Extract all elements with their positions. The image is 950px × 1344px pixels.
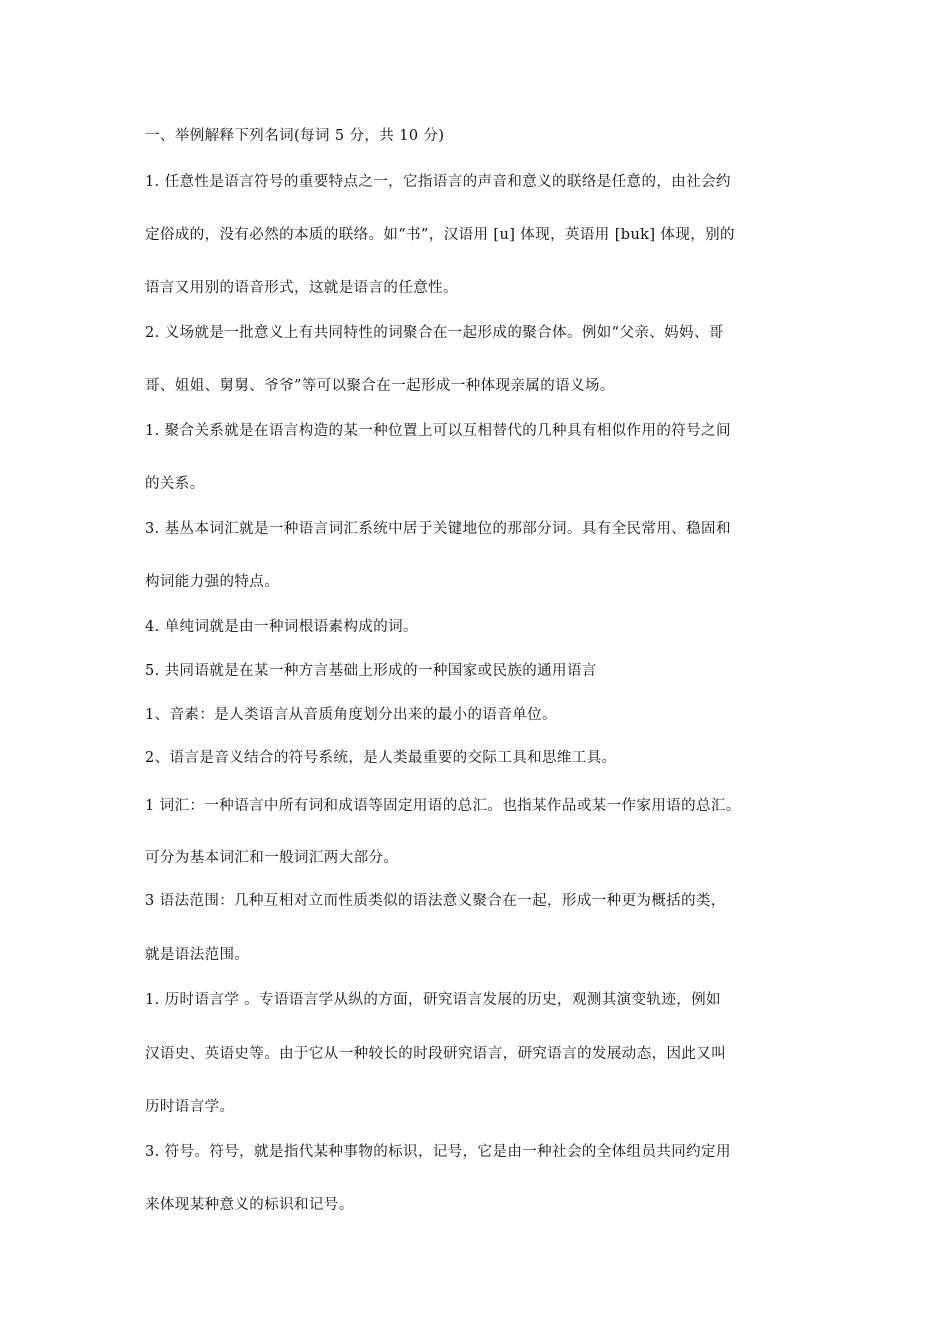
text-line: 3. 基丛本词汇就是一种语言词汇系统中居于关键地位的那部分词。具有全民常用、稳固和	[145, 521, 731, 537]
text-line: 构词能力强的特点。	[145, 574, 280, 590]
text-line: 汉语史、英语史等。由于它从一种较长的时段研究语言，研究语言的发展动态，因此又叫	[145, 1046, 727, 1062]
text-line: 定俗成的，没有必然的本质的联络。如“书”，汉语用 [u] 体现，英语用 [buk] 体现，别的	[145, 227, 735, 243]
text-line: 历时语言学。	[145, 1099, 235, 1115]
text-line: 可分为基本词汇和一般词汇两大部分。	[145, 850, 399, 866]
text-line: 来体现某种意义的标识和记号。	[145, 1197, 354, 1213]
text-line: 的关系。	[145, 476, 205, 492]
text-line: 1. 聚合关系就是在语言构造的某一种位置上可以互相替代的几种具有相似作用的符号之间	[145, 423, 731, 439]
text-line: 1、音素：是人类语言从音质角度划分出来的最小的语音单位。	[145, 707, 557, 723]
text-line: 5. 共同语就是在某一种方言基础上形成的一种国家或民族的通用语言	[145, 663, 597, 679]
text-line: 1. 任意性是语言符号的重要特点之一，它指语言的声音和意义的联络是任意的，由社会约	[145, 174, 731, 190]
text-line: 语言又用别的语音形式，这就是语言的任意性。	[145, 280, 458, 296]
text-line: 3. 符号。符号，就是指代某种事物的标识，记号，它是由一种社会的全体组员共同约定用	[145, 1144, 731, 1160]
text-line: 1 词汇：一种语言中所有词和成语等固定用语的总汇。也指某作品或某一作家用语的总汇。	[145, 798, 741, 814]
text-line: 就是语法范围。	[145, 947, 250, 963]
text-line: 1. 历时语言学 。专语语言学从纵的方面，研究语言发展的历史，观测其演变轨迹，例如	[145, 992, 721, 1008]
section-heading: 一、举例解释下列名词(每词 5 分，共 10 分)	[145, 128, 445, 144]
text-line: 2. 义场就是一批意义上有共同特性的词聚合在一起形成的聚合体。例如“父亲、妈妈、哥	[145, 325, 724, 341]
text-line: 哥、姐姐、舅舅、爷爷”等可以聚合在一起形成一种体现亲属的语义场。	[145, 378, 615, 394]
text-line: 2、语言是音义结合的符号系统，是人类最重要的交际工具和思维工具。	[145, 750, 617, 766]
text-line: 4. 单纯词就是由一种词根语素构成的词。	[145, 619, 418, 635]
text-line: 3 语法范围：几种互相对立而性质类似的语法意义聚合在一起，形成一种更为概括的类，	[145, 893, 726, 909]
